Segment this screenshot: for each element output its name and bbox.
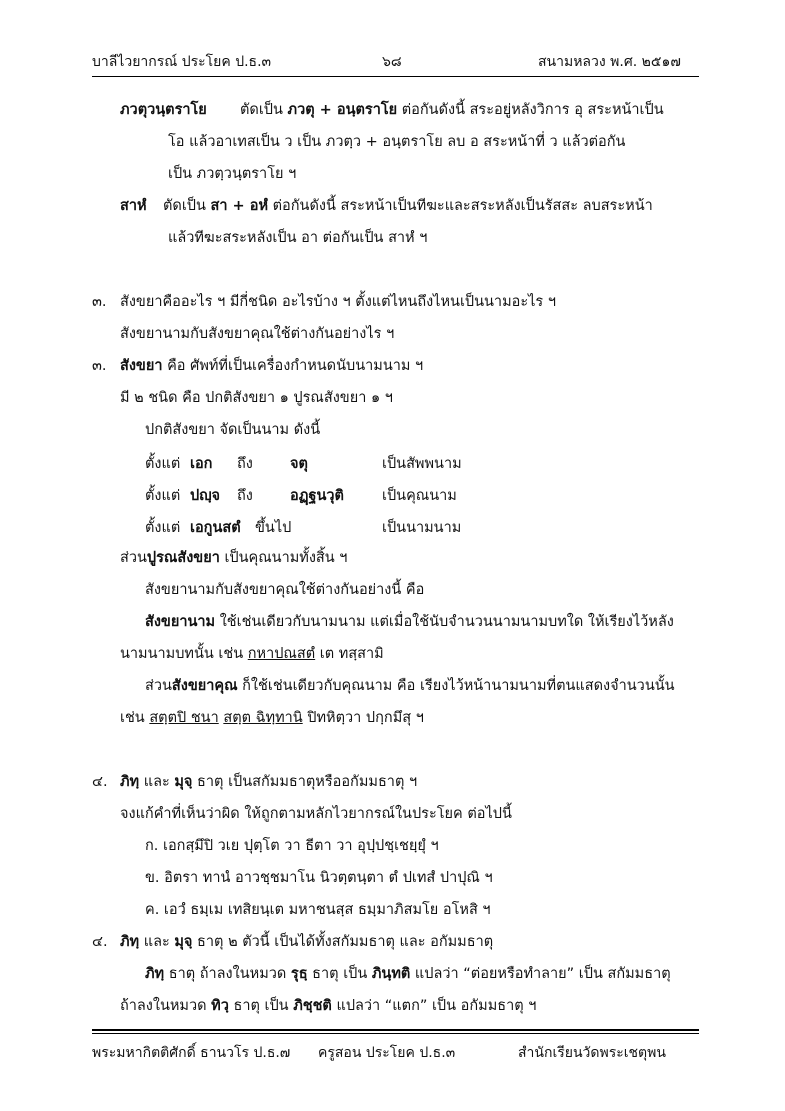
a3-line1: สังขยา คือ ศัพท์ที่เป็นเครื่องกำหนดนับนามนาม ฯ	[120, 358, 424, 374]
sec1-line1: ตัดเป็น ภวตุ + อนฺตราโย ต่อกันดังนี้ สระอยู่หลังวิการ อุ สระหน้าเป็น	[240, 102, 664, 118]
q4-line2: จงแก้คำที่เห็นว่าผิด ให้ถูกตามหลักไวยากรณ์ในประโยค ต่อไปนี้	[120, 806, 512, 822]
a4-line1: ภิทฺ และ มุจฺ ธาตุ ๒ ตัวนี้ เป็นได้ทั้งสกัมมธาตุ และ อกัมมธาตุ	[120, 934, 494, 950]
footer-right: สำนักเรียนวัดพระเชตุพน	[518, 1045, 666, 1061]
footer-left: พระมหากิตติศักดิ์ ธานวโร ป.ธ.๗	[92, 1045, 291, 1061]
header-right: สนามหลวง พ.ศ. ๒๕๑๗	[538, 54, 681, 70]
footer-center: ครูสอน ประโยค ป.ธ.๓	[318, 1045, 456, 1061]
q3-line2: สังขยานามกับสังขยาคุณใช้ต่างกันอย่างไร ฯ	[120, 326, 395, 342]
a3-line9: สังขยานาม ใช้เช่นเดียวกับนามนาม แต่เมื่อใช้นับจำนวนนามนามบทใด ให้เรียงไว้หลัง	[145, 614, 674, 630]
sec1-line4: ตัดเป็น สา + อหํ ต่อกันดังนี้ สระหน้าเป็นทีฆะและสระหลังเป็นรัสสะ ลบสระหน้า	[163, 198, 653, 214]
q4-number: ๔.	[92, 774, 108, 790]
footer-rule-bottom	[92, 1033, 699, 1034]
q3-line1: สังขยาคืออะไร ฯ มีกี่ชนิด อะไรบ้าง ฯ ตั้งแต่ไหนถึงไหนเป็นนามอะไร ฯ	[120, 294, 556, 310]
page-number: ๖๘	[382, 54, 402, 70]
sec1-line2: โอ แล้วอาเทสเป็น ว เป็น ภวตฺว + อนฺตราโย ลบ อ สระหน้าที่ ว แล้วต่อกัน	[168, 134, 626, 150]
a3-line7: ส่วนปูรณสังขยา เป็นคุณนามทั้งสิ้น ฯ	[120, 550, 348, 566]
sec1-line3: เป็น ภวตฺวนฺตราโย ฯ	[168, 166, 297, 182]
term-saham: สาหํ	[120, 198, 147, 214]
q4-item-kho: ค. เอวํ ธมฺเม เทสิยนฺเต มหาชนสฺส ธมฺมาภิสมโย อโหสิ ฯ	[145, 902, 491, 918]
a3-line10: นามนามบทนั้น เช่น กหาปณสตํ เต ทสฺสามิ	[120, 646, 384, 662]
q4-item-ka: ก. เอกสฺมึปิ วเย ปุตฺโต วา ธีตา วา อุปฺปชฺเชยฺยุํ ฯ	[145, 838, 439, 854]
a3-number: ๓.	[92, 358, 107, 374]
a3-line12: เช่น สตฺตปิ ชนา สตฺต ฉิทฺทานิ ปิทหิตฺวา ปกฺกมึสุ ฯ	[120, 710, 424, 726]
q4-line1: ภิทฺ และ มุจฺ ธาตุ เป็นสกัมมธาตุหรืออกัมมธาตุ ฯ	[120, 774, 418, 790]
a3-line2: มี ๒ ชนิด คือ ปกติสังขยา ๑ ปูรณสังขยา ๑ ฯ	[120, 390, 393, 406]
q3-number: ๓.	[92, 294, 107, 310]
header-rule	[92, 76, 699, 77]
a3-line8: สังขยานามกับสังขยาคุณใช้ต่างกันอย่างนี้ คือ	[145, 582, 425, 598]
a4-number: ๔.	[92, 934, 108, 950]
a4-line2: ภิทฺ ธาตุ ถ้าลงในหมวด รุธฺ ธาตุ เป็น ภินฺทติ แปลว่า “ต่อยหรือทำลาย” เป็น สกัมมธาตุ	[145, 966, 671, 982]
footer-rule-top	[92, 1029, 699, 1031]
term-bhavatvantarayo: ภวตุวนฺตราโย	[120, 102, 207, 118]
header-left: บาลีไวยากรณ์ ประโยค ป.ธ.๓	[92, 54, 272, 70]
sec1-line5: แล้วทีฆะสระหลังเป็น อา ต่อกันเป็น สาหํ ฯ	[168, 230, 428, 246]
q4-item-kha: ข. อิตรา ทานํ อาวชฺชมาโน นิวตฺตนฺตา ตํ ปเทสํ ปาปุณิ ฯ	[145, 870, 493, 886]
a3-line3: ปกติสังขยา จัดเป็นนาม ดังนี้	[145, 422, 321, 438]
a3-line11: ส่วนสังขยาคุณ ก็ใช้เช่นเดียวกับคุณนาม คือ เรียงไว้หน้านามนามที่ตนแสดงจำนวนนั้น	[145, 678, 675, 694]
a4-line3: ถ้าลงในหมวด ทิวฺ ธาตุ เป็น ภิชฺชติ แปลว่า “แตก” เป็น อกัมมธาตุ ฯ	[120, 998, 537, 1014]
